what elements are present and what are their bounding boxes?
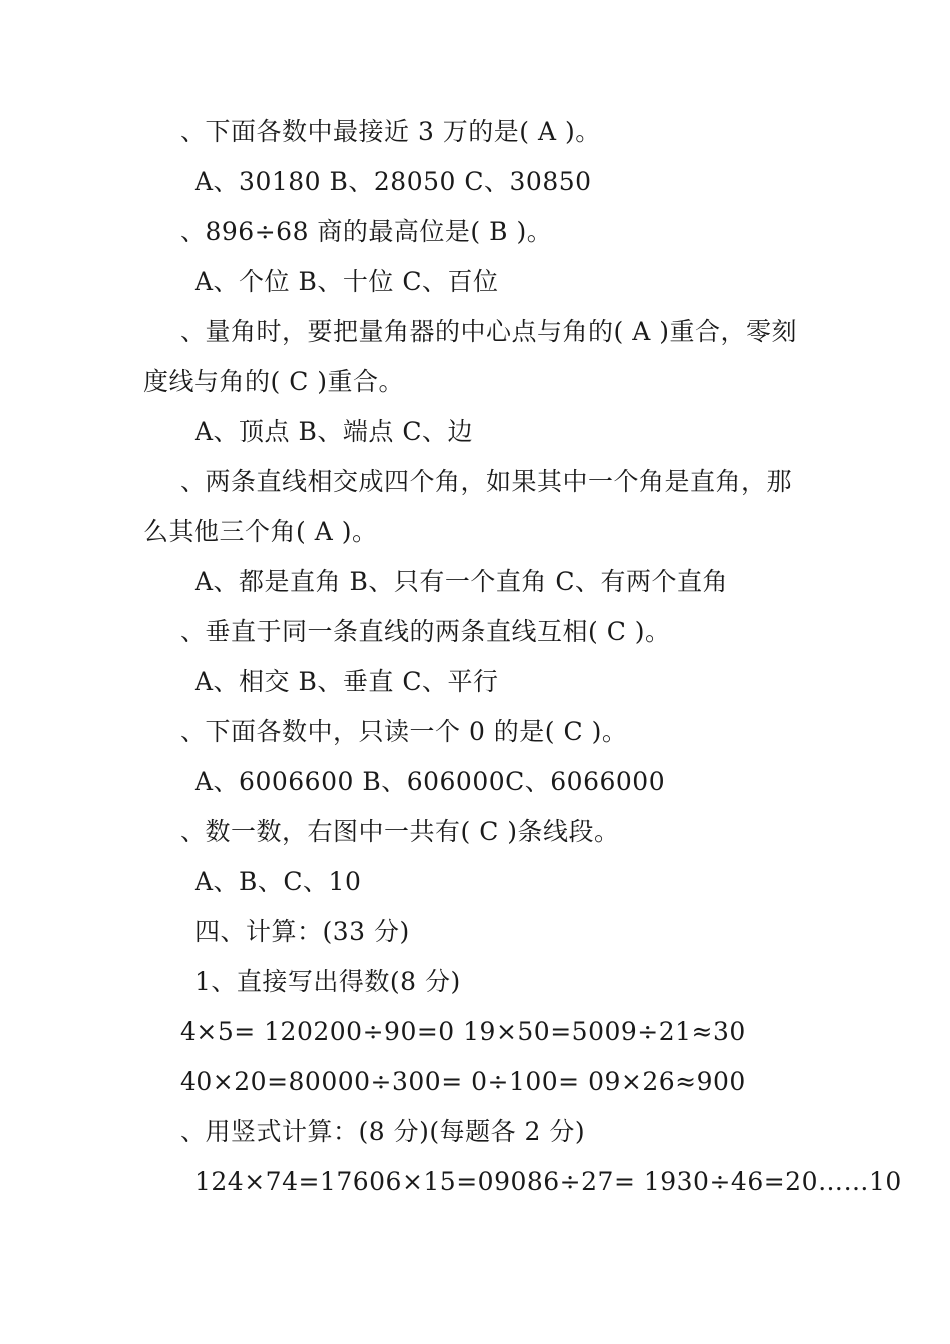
question-protractor-line2: 度线与角的( C )重合。 bbox=[143, 367, 405, 396]
subheading-vertical-calculation: 、用竖式计算：(8 分)(每题各 2 分) bbox=[180, 1117, 586, 1146]
options-perpendicular-lines: A、相交 B、垂直 C、平行 bbox=[195, 667, 499, 696]
question-quotient-highest-place: 、896÷68 商的最高位是( B )。 bbox=[180, 217, 553, 246]
direct-answers-row2: 40×20=80000÷300= 0÷100= 09×26≈900 bbox=[180, 1067, 746, 1096]
question-read-one-zero: 、下面各数中，只读一个 0 的是( C )。 bbox=[180, 717, 628, 746]
options-quotient-highest-place: A、个位 B、十位 C、百位 bbox=[195, 267, 499, 296]
vertical-calculation-row: 124×74=17606×15=09086÷27= 1930÷46=20……10 bbox=[195, 1167, 902, 1196]
options-count-segments: A、B、C、10 bbox=[195, 867, 362, 896]
question-protractor-line1: 、量角时，要把量角器的中心点与角的( A )重合，零刻 bbox=[180, 317, 797, 346]
question-perpendicular-lines: 、垂直于同一条直线的两条直线互相( C )。 bbox=[180, 617, 671, 646]
options-protractor: A、顶点 B、端点 C、边 bbox=[195, 417, 473, 446]
options-nearest-30000: A、30180 B、28050 C、30850 bbox=[195, 167, 592, 196]
section-heading-calculation: 四、计算：(33 分) bbox=[195, 917, 410, 946]
question-count-segments: 、数一数，右图中一共有( C )条线段。 bbox=[180, 817, 620, 846]
subheading-direct-answers: 1、直接写出得数(8 分) bbox=[195, 967, 461, 996]
question-right-angle-line2: 么其他三个角( A )。 bbox=[143, 517, 378, 546]
question-nearest-30000: 、下面各数中最接近 3 万的是( A )。 bbox=[180, 117, 601, 146]
question-right-angle-line1: 、两条直线相交成四个角，如果其中一个角是直角，那 bbox=[180, 467, 793, 496]
direct-answers-row1: 4×5= 120200÷90=0 19×50=5009÷21≈30 bbox=[180, 1017, 746, 1046]
options-read-one-zero: A、6006600 B、606000C、6066000 bbox=[195, 767, 666, 796]
options-right-angle: A、都是直角 B、只有一个直角 C、有两个直角 bbox=[195, 567, 728, 596]
